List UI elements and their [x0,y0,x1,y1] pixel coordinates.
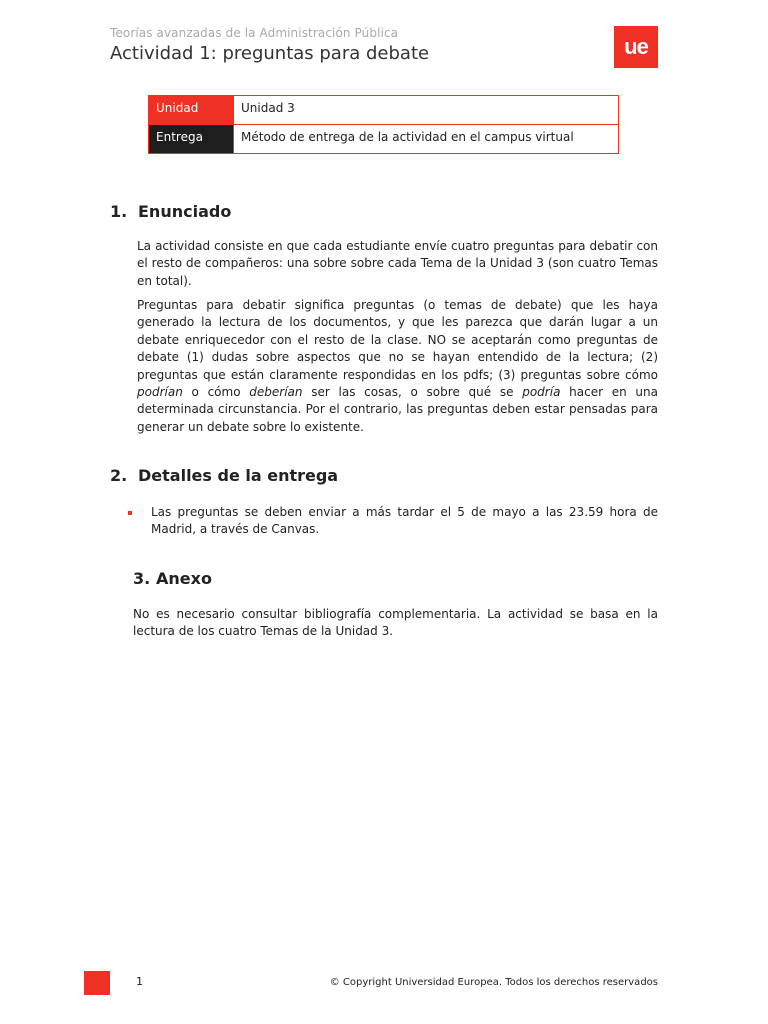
section-number: 1. [110,202,128,221]
text-run: hacer en una determinada circunstancia. Por el contrario, las preguntas deben estar pensadas para generar un debate sobre lo existente. [137,385,658,434]
info-value: Método de entrega de la actividad en el campus virtual [234,125,619,154]
section-title: Detalles de la entrega [138,466,339,485]
emphasis-text: podrían [137,385,183,400]
universidad-europea-logo: ue [614,26,658,68]
info-label: Unidad [149,96,234,125]
anexo-paragraph: No es necesario consultar bibliografía complementaria. La actividad se basa en la lectura de los cuatro Temas de la Unidad 3. [133,607,658,639]
info-row-unidad [149,96,619,125]
enunciado-paragraph-2 [137,297,658,436]
text-run: Preguntas para debatir significa preguntas (o temas de debate) que les haya generado la lectura de los documentos, y que les parezca que darán lugar a un debate enriquecedor con el resto de la clase. NO se aceptarán como preguntas de debate (1) dudas sobre aspectos que no se hayan entendido de la lectura; (2) preguntas que están claramente respondidas en los pdfs; (3) preguntas sobre cómo [137,298,658,382]
section-title: Anexo [156,569,212,588]
text-run: o cómo [182,385,250,400]
bullet-square-icon [128,511,132,515]
section-heading-enunciado [110,202,231,221]
copyright-notice: © Copyright Universidad Europea. Todos los derechos reservados [329,977,658,988]
section-heading-anexo [133,569,212,588]
entrega-bullet-text: Las preguntas se deben enviar a más tardar el 5 de mayo a las 23.59 hora de Madrid, a través de Canvas. [151,505,658,537]
page-number: 1 [136,975,143,988]
section-heading-entrega [110,466,338,485]
emphasis-text: podría [522,385,561,400]
info-label: Entrega [149,125,234,154]
section-number: 3. [133,569,151,588]
section-number: 2. [110,466,128,485]
info-row-entrega [149,125,619,154]
footer-square-icon [84,971,110,995]
document-title: Actividad 1: preguntas para debate [110,43,430,64]
section-title: Enunciado [138,202,232,221]
enunciado-paragraph-1: La actividad consiste en que cada estudiante envíe cuatro preguntas para debatir con el resto de compañeros: una sobre sobre cada Tema de la Unidad 3 (son cuatro Temas en total). [137,239,658,288]
activity-info-table [148,95,619,154]
info-value: Unidad 3 [234,96,619,125]
document-subtitle: Teorías avanzadas de la Administración Pública [110,26,399,40]
text-run: ser las cosas, o sobre qué se [302,385,523,400]
emphasis-text: deberían [249,385,303,400]
